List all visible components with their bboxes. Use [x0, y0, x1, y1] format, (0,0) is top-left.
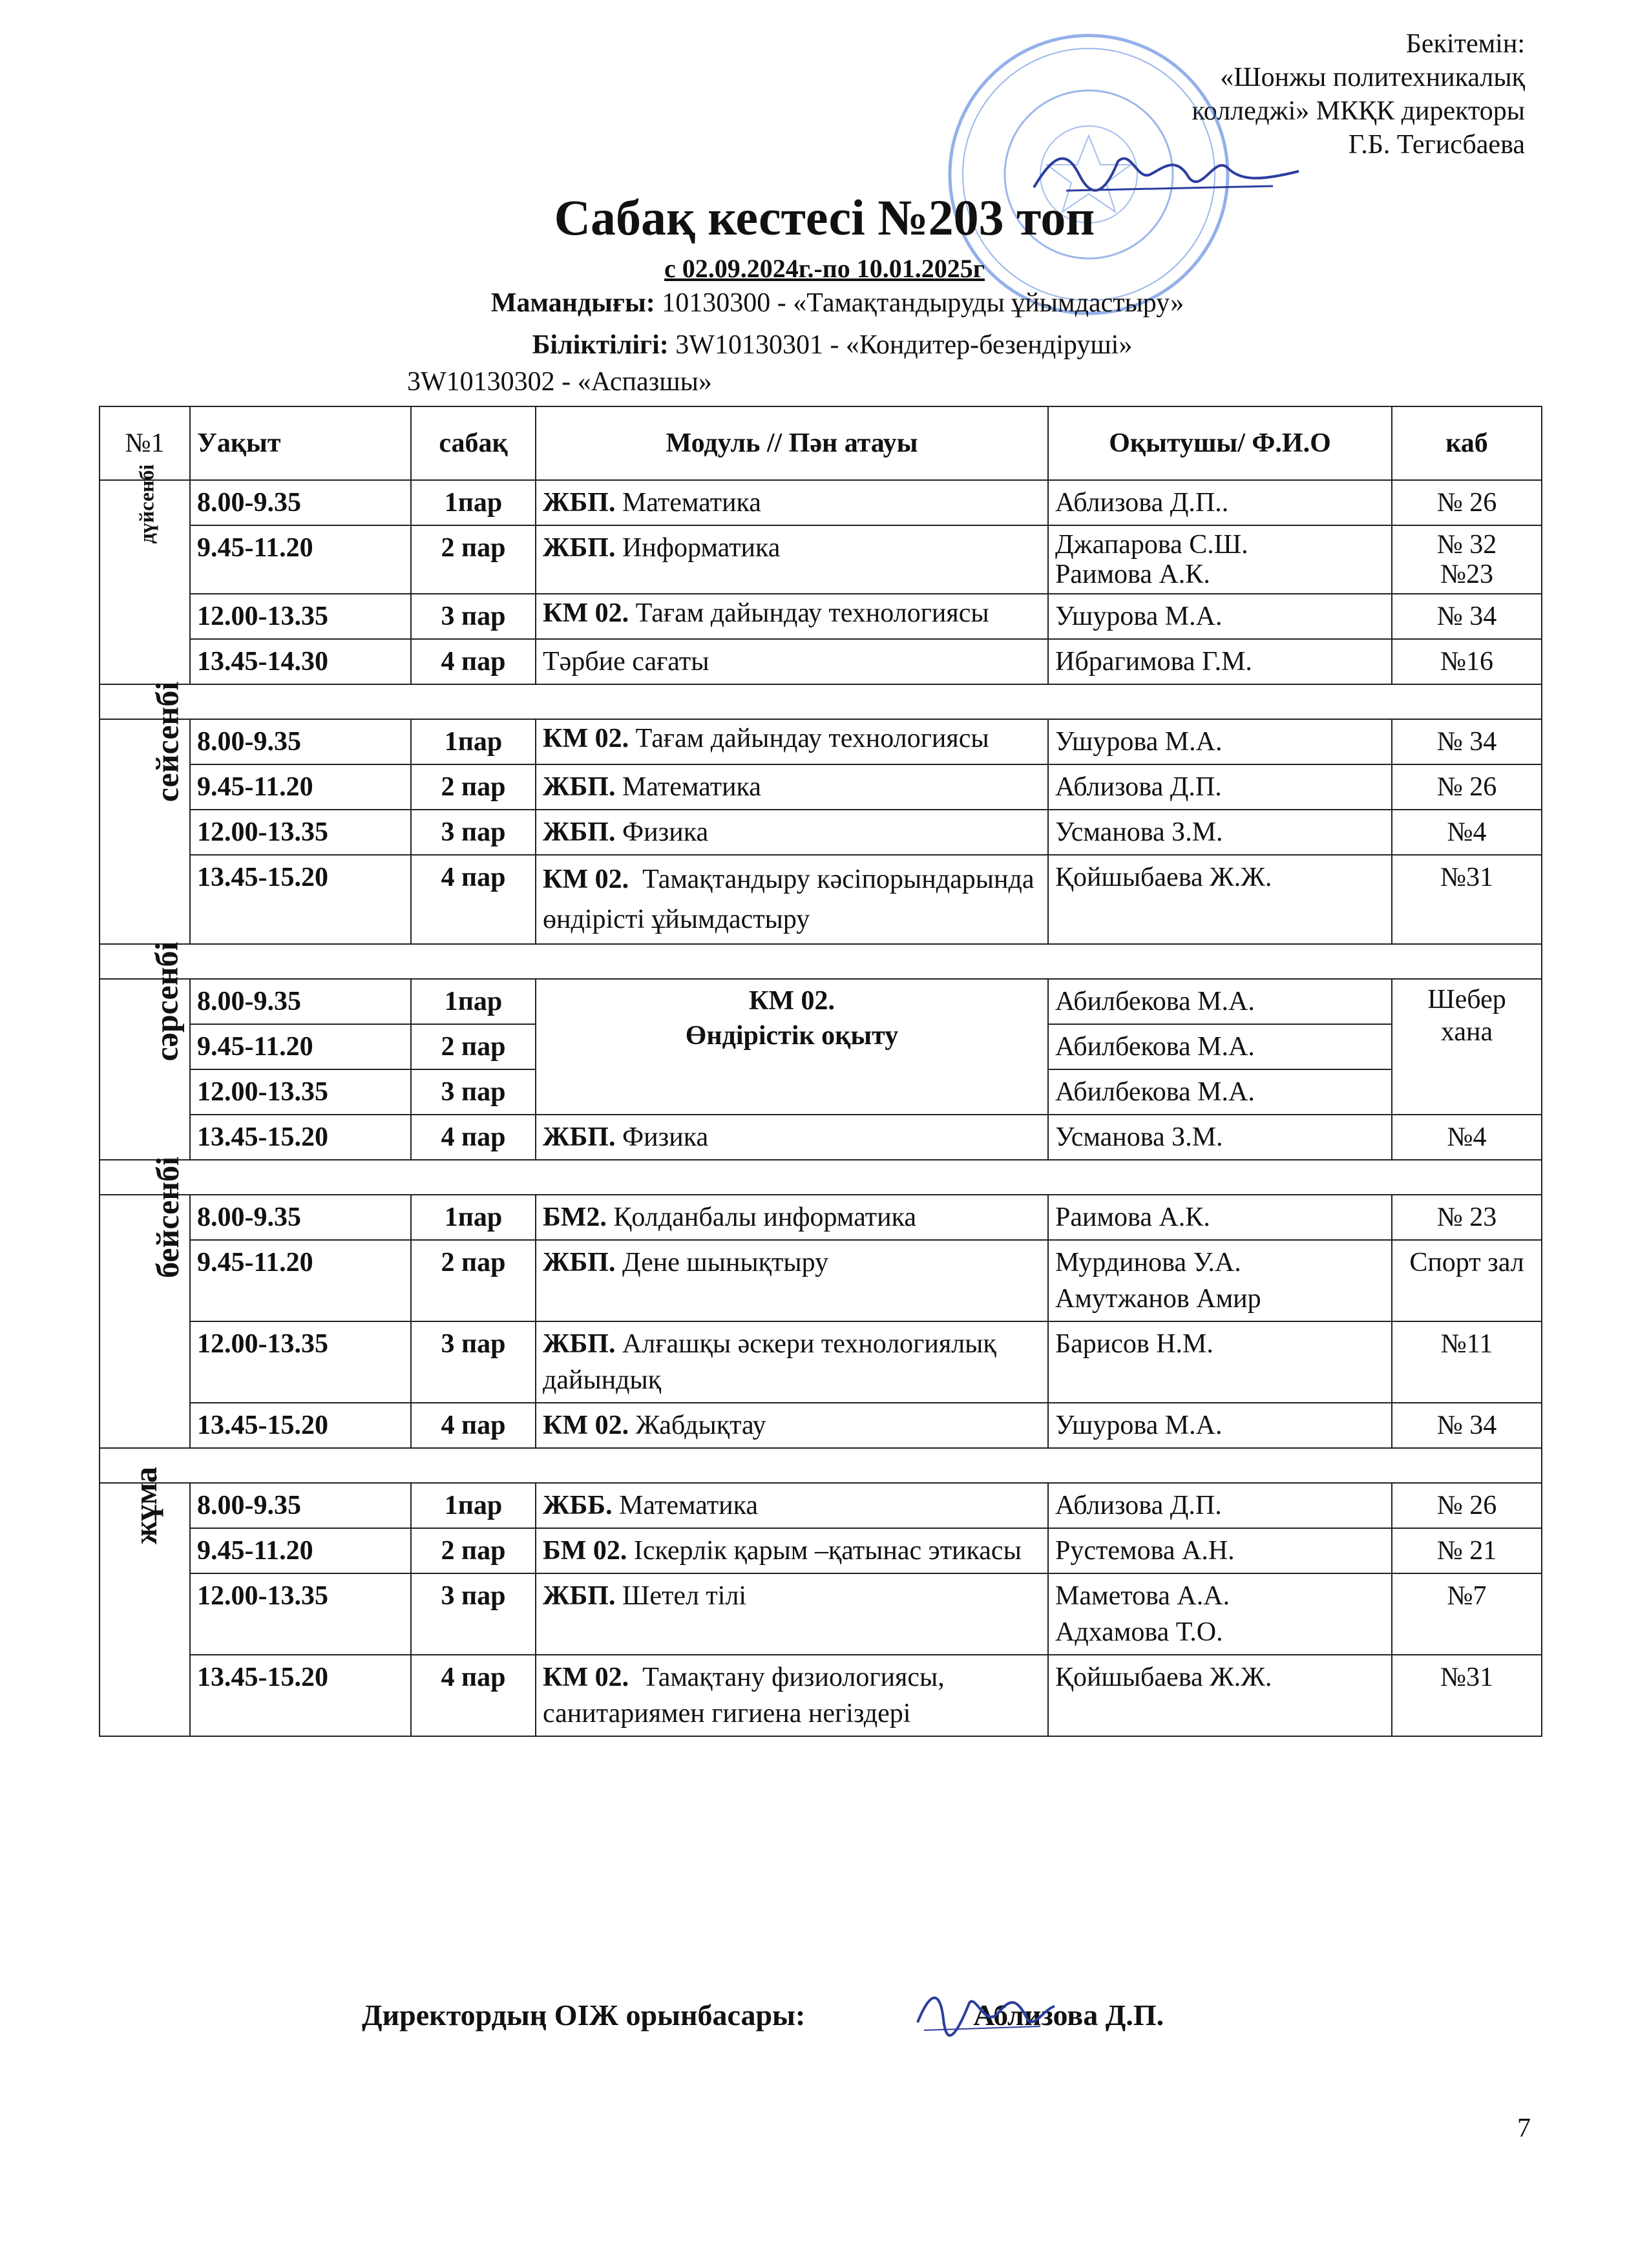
lesson-cell: 3 пар [411, 1069, 536, 1115]
lesson-cell: 1пар [411, 1483, 536, 1528]
day-cell [100, 1467, 190, 1736]
time-cell: 8.00-9.35 [190, 1195, 411, 1240]
module-code: КМ 02. [543, 724, 629, 753]
lesson-cell: 4 пар [411, 639, 536, 684]
table-row [100, 855, 1542, 944]
subject-name: Іскерлік қарым –қатынас этикасы [633, 1536, 1022, 1566]
subject-name: Өндірістік оқыту [685, 1021, 899, 1051]
subject-name: Информатика [622, 533, 781, 563]
table-row [100, 480, 1542, 525]
approval-director-name: Г.Б. Тегисбаева [1348, 130, 1525, 160]
column-header-number: №1 [100, 406, 190, 480]
module-code: БМ2. [543, 1202, 607, 1232]
table-row [100, 1115, 1542, 1160]
day-separator [100, 1448, 1542, 1483]
room-cell: № 34 [1392, 1403, 1542, 1448]
time-cell: 12.00-13.35 [190, 1069, 411, 1115]
table-row [100, 525, 1542, 594]
room-cell [1392, 525, 1542, 594]
approval-line-3: колледжі» МКҚК директоры [1192, 96, 1525, 126]
subject-name: Физика [622, 1122, 709, 1152]
approval-block [1192, 27, 1525, 162]
subject-cell [536, 810, 1048, 855]
room-cell: №4 [1392, 810, 1542, 855]
day-cell [100, 1156, 190, 1448]
module-code: КМ 02. [543, 865, 629, 894]
teacher-name-2: Адхамова Т.О. [1055, 1617, 1223, 1647]
merged-room-cell [1392, 979, 1542, 1115]
teacher-cell: Абилбекова М.А. [1048, 979, 1392, 1024]
time-cell: 9.45-11.20 [190, 1528, 411, 1573]
teacher-cell: Аблизова Д.П.. [1048, 480, 1392, 525]
subject-cell [536, 1195, 1048, 1240]
schedule-table [99, 406, 1542, 1737]
lesson-cell: 3 пар [411, 1573, 536, 1655]
lesson-cell: 1пар [411, 480, 536, 525]
room-cell: № 34 [1392, 594, 1542, 639]
subject-name: Жабдықтау [635, 1411, 766, 1440]
teacher-cell: Ушурова М.А. [1048, 1403, 1392, 1448]
lesson-cell: 1пар [411, 979, 536, 1024]
time-cell: 8.00-9.35 [190, 719, 411, 764]
teacher-cell: Ушурова М.А. [1048, 594, 1392, 639]
module-code: ЖБП. [543, 1329, 616, 1359]
subject-cell [536, 525, 1048, 594]
day-label-tuesday: сейсенбі [149, 681, 185, 803]
room-cell: №7 [1392, 1573, 1542, 1655]
time-cell: 12.00-13.35 [190, 1573, 411, 1655]
subject-name: Математика [622, 488, 761, 518]
subject-cell [536, 594, 1048, 639]
time-cell: 8.00-9.35 [190, 979, 411, 1024]
module-code: КМ 02. [543, 598, 629, 628]
module-code: ЖБП. [543, 772, 616, 802]
subject-cell [536, 1115, 1048, 1160]
merged-subject-cell [536, 979, 1048, 1115]
lesson-cell: 3 пар [411, 1321, 536, 1403]
specialty-value: 10130300 - «Тамақтандыруды ұйымдастыру» [662, 288, 1184, 318]
table-row [100, 1655, 1542, 1736]
module-code: КМ 02. [543, 1663, 629, 1692]
table-row [100, 719, 1542, 764]
subject-name: Тамақтану физиологиясы, санитариямен гигиена негіздері [543, 1663, 945, 1728]
lesson-cell: 4 пар [411, 1115, 536, 1160]
room-number: № 32 [1436, 530, 1497, 560]
page-number: 7 [1517, 2114, 1531, 2143]
module-code: ЖБП. [543, 488, 616, 518]
day-cell [100, 941, 190, 1160]
lesson-cell: 1пар [411, 1195, 536, 1240]
room-cell: №4 [1392, 1115, 1542, 1160]
day-label-thursday: бейсенбі [149, 1156, 186, 1279]
subject-cell [536, 480, 1048, 525]
table-row [100, 810, 1542, 855]
subject-name: Тамақтандыру кәсіпорындарында өндірісті ұйымдастыру [543, 865, 1035, 934]
room-cell: № 26 [1392, 764, 1542, 810]
specialty-line [13, 288, 1649, 319]
module-code: КМ 02. [543, 1411, 629, 1440]
teacher-cell: Қойшыбаева Ж.Ж. [1048, 855, 1392, 944]
qualification-line [8, 330, 1649, 361]
table-row [100, 1573, 1542, 1655]
table-header-row [100, 406, 1542, 480]
page-title: Сабақ кестесі №203 топ [554, 189, 1095, 246]
teacher-cell [1048, 1240, 1392, 1321]
subject-cell [536, 1240, 1048, 1321]
lesson-cell: 2 пар [411, 1024, 536, 1069]
time-cell: 9.45-11.20 [190, 764, 411, 810]
room-cell: № 21 [1392, 1528, 1542, 1573]
qualification-label: Біліктілігі: [532, 330, 669, 360]
table-row [100, 594, 1542, 639]
module-code: ЖББ. [543, 1491, 613, 1520]
column-header-lesson: сабақ [411, 406, 536, 480]
table-row [100, 1483, 1542, 1528]
teacher-cell: Барисов Н.М. [1048, 1321, 1392, 1403]
lesson-cell: 4 пар [411, 855, 536, 944]
time-cell: 9.45-11.20 [190, 525, 411, 594]
subject-cell [536, 1403, 1048, 1448]
teacher-cell [1048, 1573, 1392, 1655]
specialty-label: Мамандығы: [490, 288, 655, 318]
teacher-cell: Абилбекова М.А. [1048, 1024, 1392, 1069]
room-cell: №31 [1392, 855, 1542, 944]
teacher-cell: Усманова З.М. [1048, 1115, 1392, 1160]
footer-name: Аблизова Д.П. [973, 1999, 1164, 2032]
lesson-cell: 2 пар [411, 764, 536, 810]
teacher-cell: Аблизова Д.П. [1048, 764, 1392, 810]
time-cell: 8.00-9.35 [190, 1483, 411, 1528]
column-header-time: Уақыт [190, 406, 411, 480]
table-row [100, 639, 1542, 684]
subject-cell [536, 764, 1048, 810]
time-cell: 12.00-13.35 [190, 810, 411, 855]
teacher-name: Джапарова С.Ш. [1055, 530, 1248, 560]
table-row [100, 1403, 1542, 1448]
subject-cell [536, 1528, 1048, 1573]
time-cell: 13.45-15.20 [190, 855, 411, 944]
lesson-cell: 3 пар [411, 810, 536, 855]
approval-line-1: Бекітемін: [1405, 29, 1525, 59]
subject-name: Физика [622, 817, 709, 847]
time-cell: 13.45-15.20 [190, 1115, 411, 1160]
teacher-cell: Абилбекова М.А. [1048, 1069, 1392, 1115]
table-row [100, 764, 1542, 810]
teacher-name-2: Амутжанов Амир [1055, 1284, 1261, 1314]
column-header-teacher: Оқытушы/ Ф.И.О [1048, 406, 1392, 480]
day-cell [100, 681, 190, 944]
footer-label: Директордың ОІЖ орынбасары: [362, 1999, 806, 2032]
room-cell: Спорт зал [1392, 1240, 1542, 1321]
module-code: БМ 02. [543, 1536, 627, 1566]
time-cell: 13.45-14.30 [190, 639, 411, 684]
subject-name: Дене шынықтыру [622, 1248, 829, 1277]
qualification-value-2: 3W10130302 - «Аспазшы» [407, 367, 712, 397]
qualification-value-1: 3W10130301 - «Кондитер-безендіруші» [675, 330, 1133, 360]
room-cell: №16 [1392, 639, 1542, 684]
teacher-cell: Усманова З.М. [1048, 810, 1392, 855]
subject-name: Тағам дайындау технологиясы [635, 724, 989, 753]
teacher-cell: Қойшыбаева Ж.Ж. [1048, 1655, 1392, 1736]
time-cell: 9.45-11.20 [190, 1240, 411, 1321]
subject-cell [536, 855, 1048, 944]
room-number-2: №23 [1440, 560, 1494, 589]
lesson-cell: 2 пар [411, 1528, 536, 1573]
teacher-cell: Ушурова М.А. [1048, 719, 1392, 764]
subject-name: Қолданбалы информатика [613, 1202, 917, 1232]
subject-cell [536, 1321, 1048, 1403]
subject-name: Алғашқы әскери технологиялық дайындық [543, 1329, 996, 1395]
day-label-wednesday: сәрсенбі [148, 941, 185, 1062]
room-cell: № 23 [1392, 1195, 1542, 1240]
module-code: ЖБП. [543, 817, 616, 847]
lesson-cell: 3 пар [411, 594, 536, 639]
time-cell: 12.00-13.35 [190, 594, 411, 639]
deputy-signature [911, 1984, 1060, 2042]
teacher-cell: Ибрагимова Г.М. [1048, 639, 1392, 684]
table-row [100, 1528, 1542, 1573]
teacher-cell: Рустемова А.Н. [1048, 1528, 1392, 1573]
subject-name: Тәрбие сағаты [543, 647, 709, 677]
teacher-name: Мурдинова У.А. [1055, 1248, 1241, 1277]
subject-name: Тағам дайындау технологиясы [635, 598, 989, 628]
lesson-cell: 2 пар [411, 525, 536, 594]
module-code: ЖБП. [543, 1248, 616, 1277]
subject-name: Математика [619, 1491, 759, 1520]
day-separator [100, 944, 1542, 979]
room-cell: №11 [1392, 1321, 1542, 1403]
module-code: ЖБП. [543, 1122, 616, 1152]
schedule-period: с 02.09.2024г.-по 10.01.2025г [664, 254, 985, 283]
day-cell [100, 464, 190, 684]
room-cell: № 34 [1392, 719, 1542, 764]
lesson-cell: 4 пар [411, 1403, 536, 1448]
room-cell: № 26 [1392, 480, 1542, 525]
day-separator [100, 684, 1542, 719]
day-label-monday: дүйсенбі [134, 464, 158, 544]
day-separator [100, 1160, 1542, 1195]
column-header-room: каб [1392, 406, 1542, 480]
subject-cell [536, 719, 1048, 764]
room-name: Шебер хана [1427, 985, 1506, 1047]
subject-cell [536, 639, 1048, 684]
room-cell: № 26 [1392, 1483, 1542, 1528]
subject-name: Математика [622, 772, 761, 802]
time-cell: 13.45-15.20 [190, 1403, 411, 1448]
time-cell: 12.00-13.35 [190, 1321, 411, 1403]
lesson-cell: 1пар [411, 719, 536, 764]
teacher-cell [1048, 525, 1392, 594]
approval-line-2: «Шонжы политехникалық [1220, 63, 1525, 92]
teacher-name-2: Раимова А.К. [1055, 560, 1210, 589]
subject-cell [536, 1483, 1048, 1528]
day-label-friday: жұма [127, 1467, 163, 1544]
table-row [100, 1321, 1542, 1403]
time-cell: 13.45-15.20 [190, 1655, 411, 1736]
column-header-subject: Модуль // Пән атауы [536, 406, 1048, 480]
table-row [100, 1240, 1542, 1321]
table-row [100, 979, 1542, 1024]
table-row [100, 1195, 1542, 1240]
module-code: ЖБП. [543, 1581, 616, 1611]
qualification-line-2 [407, 366, 712, 397]
module-code: ЖБП. [543, 533, 616, 563]
lesson-cell: 2 пар [411, 1240, 536, 1321]
teacher-cell: Аблизова Д.П. [1048, 1483, 1392, 1528]
time-cell: 9.45-11.20 [190, 1024, 411, 1069]
subject-cell [536, 1655, 1048, 1736]
teacher-name: Маметова А.А. [1055, 1581, 1230, 1611]
time-cell: 8.00-9.35 [190, 480, 411, 525]
module-code: КМ 02. [748, 986, 835, 1016]
subject-name: Шетел тілі [622, 1581, 747, 1611]
room-cell: №31 [1392, 1655, 1542, 1736]
teacher-cell: Раимова А.К. [1048, 1195, 1392, 1240]
lesson-cell: 4 пар [411, 1655, 536, 1736]
subject-cell [536, 1573, 1048, 1655]
